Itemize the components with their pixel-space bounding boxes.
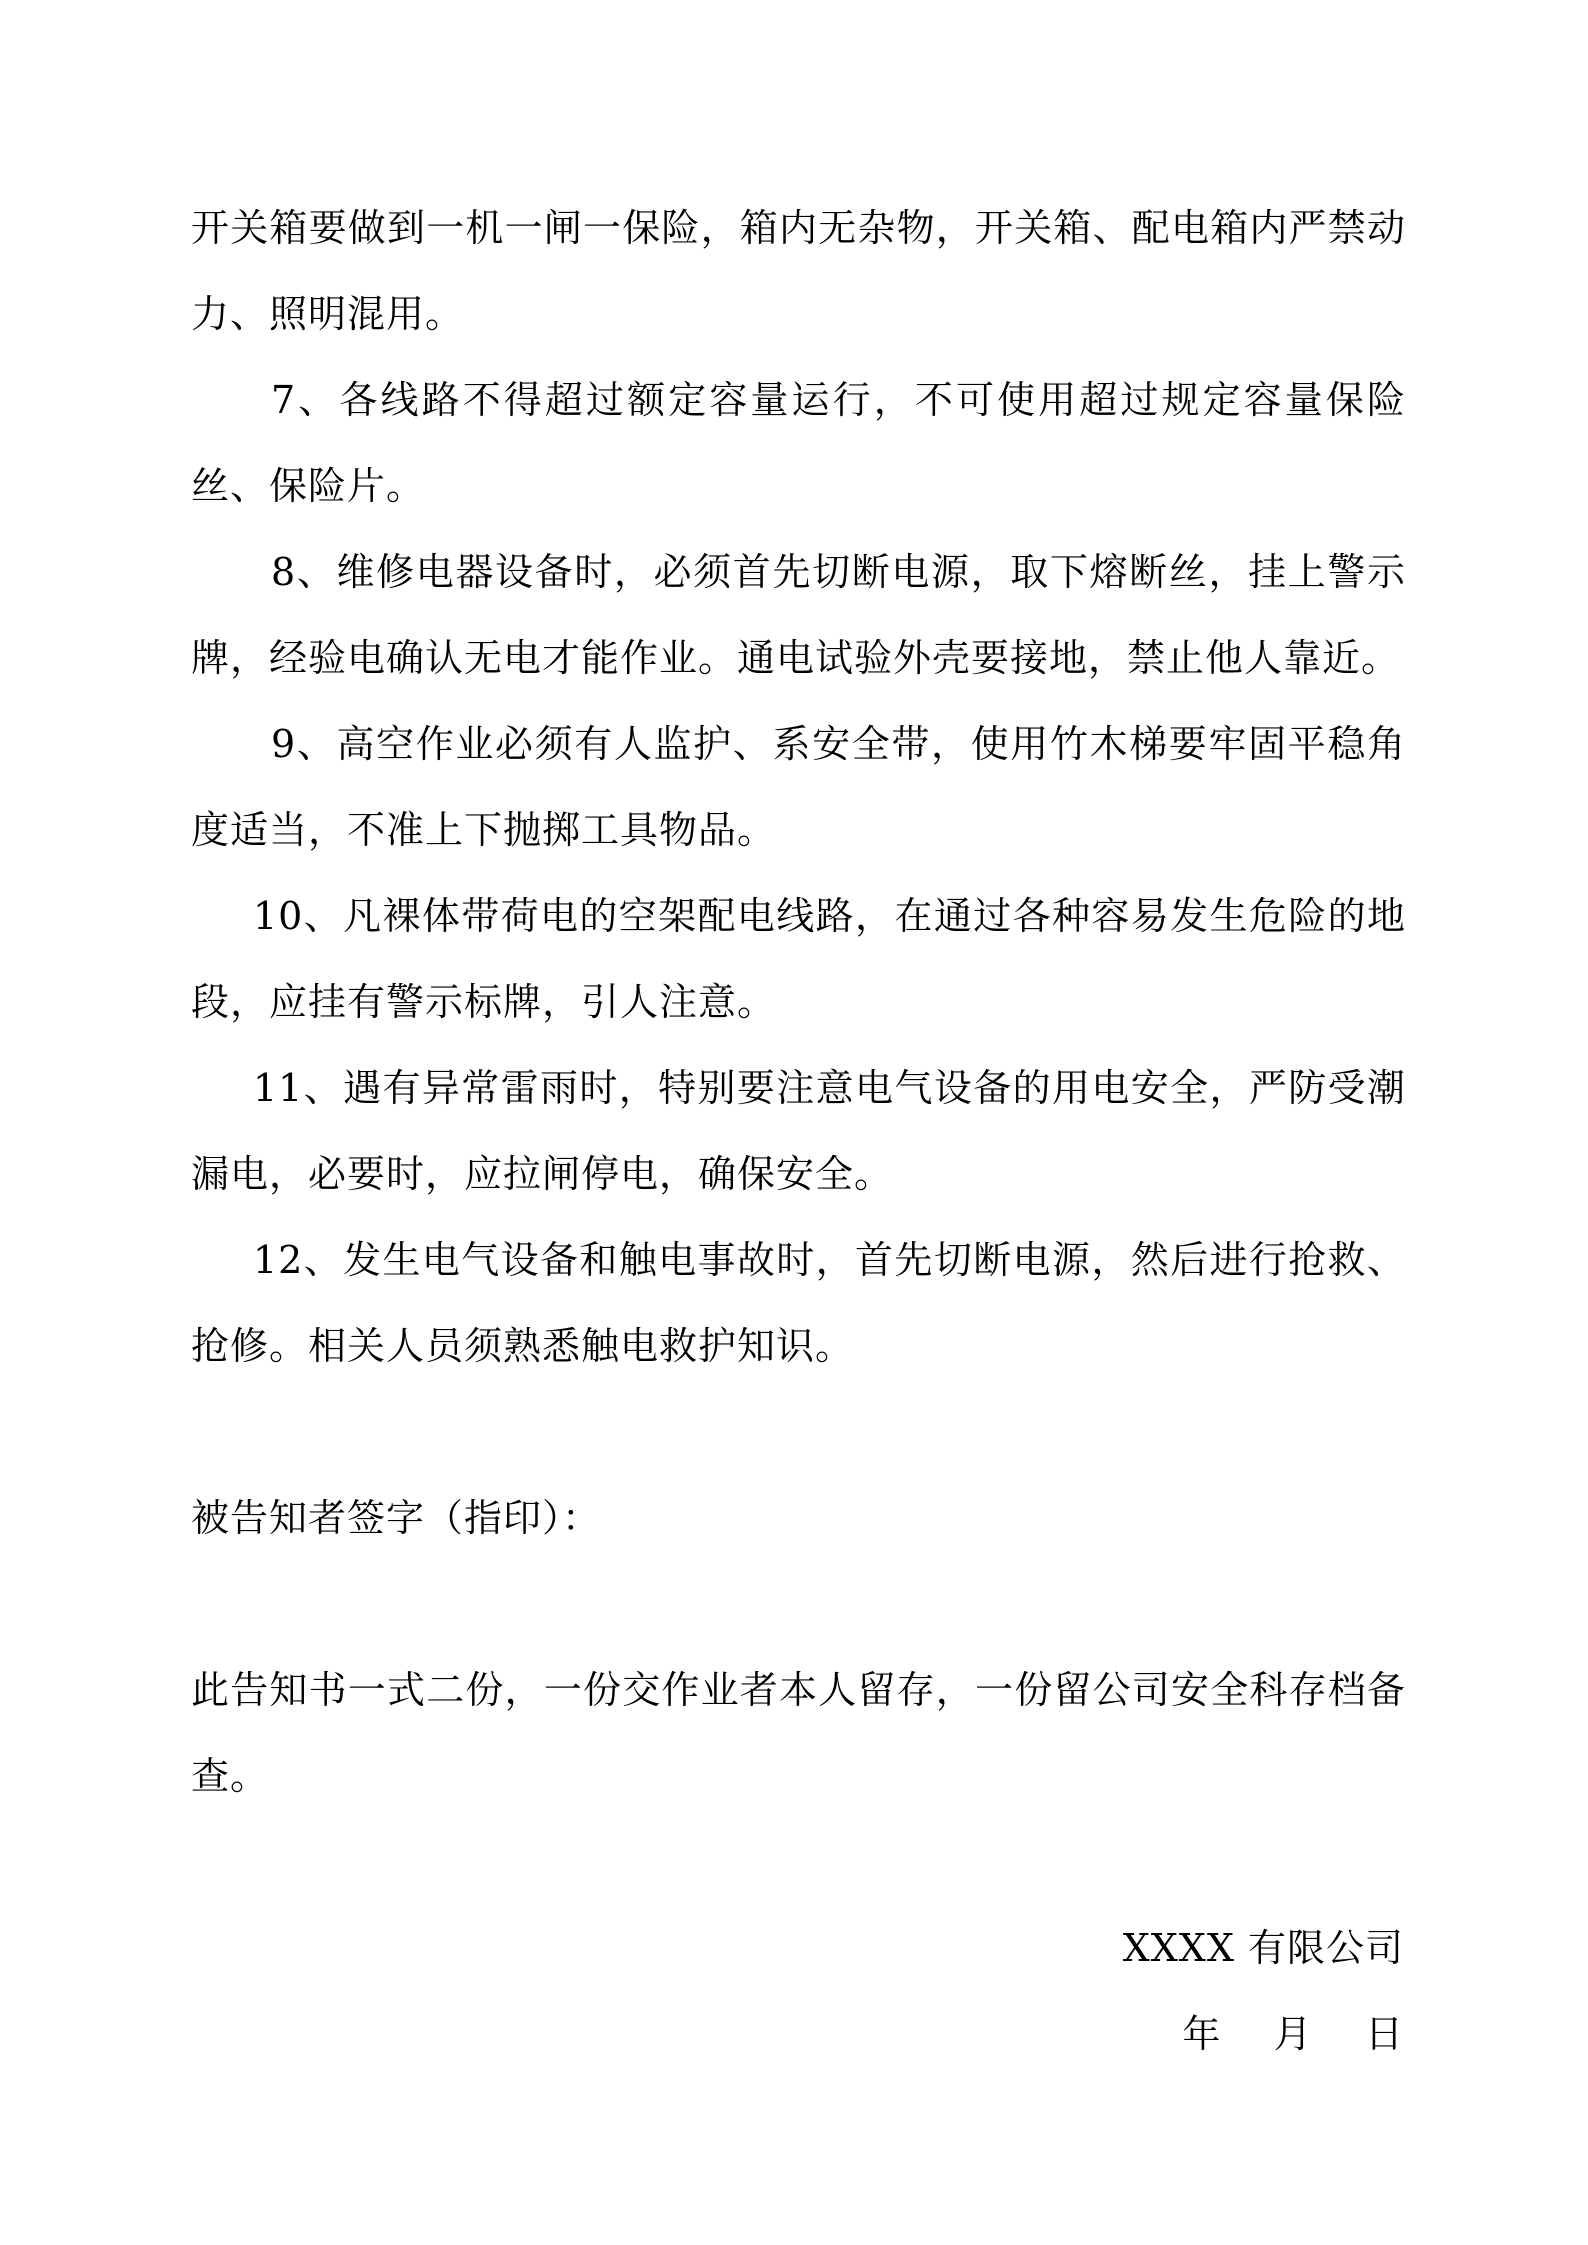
paragraph-switchbox: 开关箱要做到一机一闸一保险，箱内无杂物，开关箱、配电箱内严禁动力、照明混用。 (191, 206, 1406, 336)
paragraph-item-9: 9、高空作业必须有人监护、系安全带，使用竹木梯要牢固平稳角度适当，不准上下抛掷工具物品。 (191, 722, 1406, 852)
signature-label: 被告知者签字（指印）： (191, 1496, 602, 1540)
company-name: XXXX 有限公司 (1122, 1926, 1404, 1970)
paragraph-item-12: 12、发生电气设备和触电事故时，首先切断电源，然后进行抢救、抢修。相关人员须熟悉触电救护知识。 (191, 1238, 1406, 1368)
paragraph-item-7: 7、各线路不得超过额定容量运行，不可使用超过规定容量保险丝、保险片。 (191, 378, 1406, 508)
paragraph-item-10: 10、凡裸体带荷电的空架配电线路，在通过各种容易发生危险的地段，应挂有警示标牌，引人注意。 (191, 894, 1406, 1024)
copies-note: 此告知书一式二份，一份交作业者本人留存，一份留公司安全科存档备查。 (191, 1668, 1406, 1798)
paragraph-item-11: 11、遇有异常雷雨时，特别要注意电气设备的用电安全，严防受潮漏电，必要时，应拉闸停电，确保安全。 (191, 1066, 1406, 1196)
paragraph-item-8: 8、维修电器设备时，必须首先切断电源，取下熔断丝，挂上警示牌，经验电确认无电才能作业。通电试验外壳要接地，禁止他人靠近。 (191, 550, 1406, 680)
date-line: 年 月 日 (1182, 2012, 1404, 2056)
